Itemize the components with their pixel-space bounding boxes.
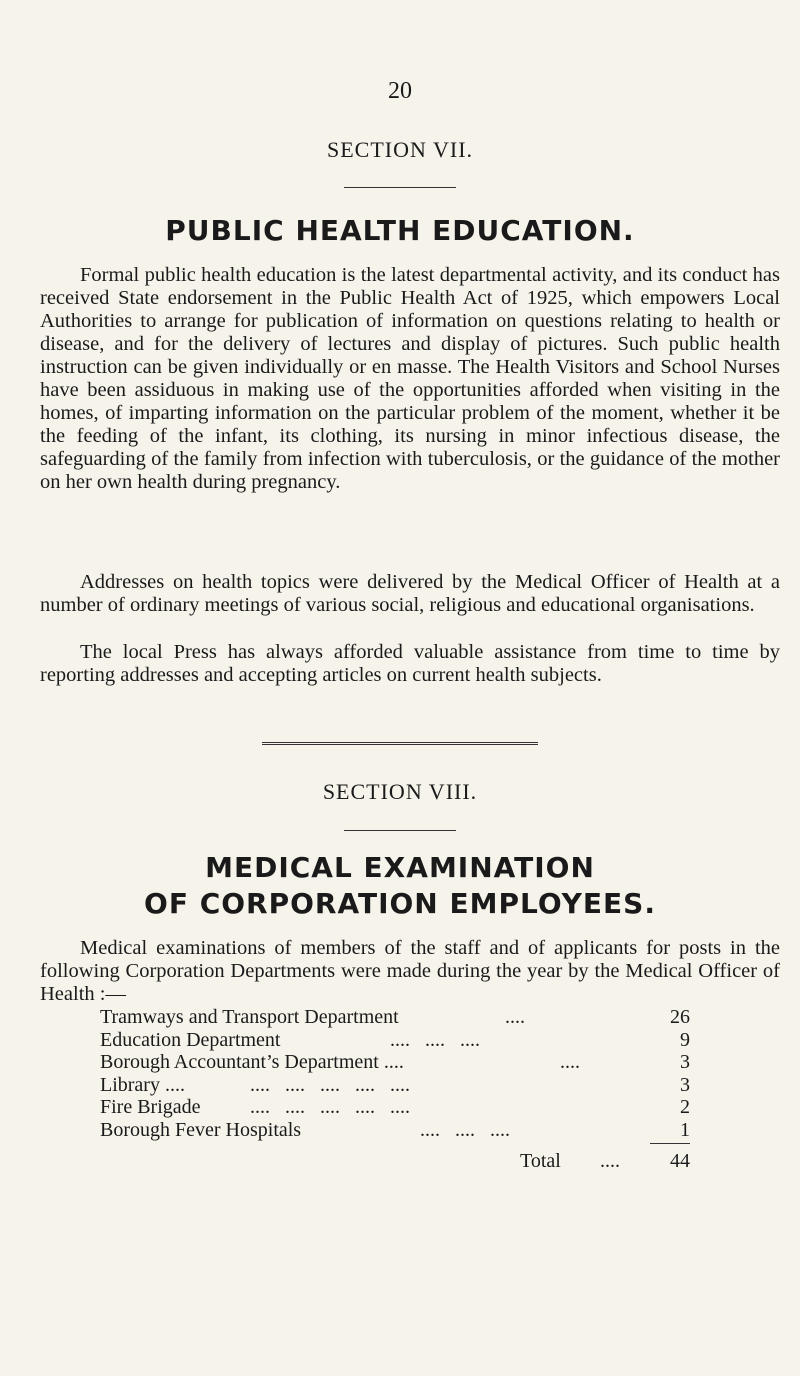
list-item bbox=[100, 1029, 690, 1052]
department-name: Borough Accountant’s Department .... bbox=[100, 1051, 404, 1073]
department-count: 3 bbox=[680, 1073, 690, 1096]
divider-rule bbox=[344, 830, 456, 831]
list-item bbox=[100, 1006, 690, 1029]
paragraph-medical-examinations: Medical examinations of members of the staff and of applicants for posts in the following Corporation Departments were made during the year by the Medical Officer of Health :— bbox=[40, 937, 780, 1005]
department-count: 1 bbox=[680, 1118, 690, 1141]
leader-dots: .... .... .... bbox=[390, 1028, 480, 1051]
department-list bbox=[100, 1006, 690, 1141]
leader-dots: .... .... .... .... .... bbox=[250, 1096, 410, 1118]
section-viii-heading: SECTION VIII. bbox=[322, 779, 478, 804]
department-count: 2 bbox=[680, 1096, 690, 1118]
paragraph-local-press: The local Press has always afforded valuable assistance from time to time by reporting addresses and accepting articles on current health subjects. bbox=[40, 641, 780, 686]
department-name: Tramways and Transport Department bbox=[100, 1006, 399, 1028]
list-item bbox=[100, 1074, 690, 1097]
department-count: 9 bbox=[680, 1028, 690, 1051]
leader-dots: .... .... .... bbox=[420, 1118, 510, 1141]
section-viii-title-line1: MEDICAL EXAMINATION bbox=[205, 851, 595, 884]
sum-rule bbox=[650, 1143, 690, 1144]
page-number: 20 bbox=[388, 78, 412, 104]
section-viii-title-line2: OF CORPORATION EMPLOYEES. bbox=[144, 887, 656, 920]
paragraph-addresses: Addresses on health topics were delivered by the Medical Officer of Health at a number of ordinary meetings of various social, religious and educational organisations. bbox=[40, 571, 780, 616]
section-vii-heading: SECTION VII. bbox=[326, 137, 474, 162]
leader-dots: .... bbox=[505, 1006, 525, 1028]
list-item bbox=[100, 1119, 690, 1142]
list-item bbox=[100, 1096, 690, 1119]
department-count: 3 bbox=[680, 1051, 690, 1073]
double-divider-rule bbox=[262, 742, 538, 745]
leader-dots: .... bbox=[560, 1051, 580, 1073]
department-name: Library .... bbox=[100, 1073, 185, 1096]
total-label: Total bbox=[520, 1150, 561, 1172]
department-name: Fire Brigade bbox=[100, 1096, 201, 1118]
leader-dots: .... bbox=[600, 1150, 620, 1172]
department-name: Borough Fever Hospitals bbox=[100, 1118, 302, 1141]
section-vii-title: PUBLIC HEALTH EDUCATION. bbox=[165, 214, 635, 247]
list-item bbox=[100, 1051, 690, 1074]
leader-dots: .... .... .... .... .... bbox=[250, 1073, 410, 1096]
total-value: 44 bbox=[670, 1150, 690, 1172]
department-name: Education Department bbox=[100, 1028, 281, 1051]
divider-rule bbox=[344, 187, 456, 188]
department-count: 26 bbox=[670, 1006, 690, 1028]
paragraph-health-education: Formal public health education is the latest departmental activity, and its conduct has received State endorsement in the Public Health Act of 1925, which empowers Local Authorities to arrange for publication of information on questions relating to health or disease, and for the delivery of lectures and display of pictures. Such public health instruction can be given individually or en masse. The Health Visitors and School Nurses have been assiduous in making use of the opportunities afforded when visiting in the homes, of imparting information on the particular problem of the moment, whether it be the feeding of the infant, its clothing, its nursing in minor infectious disease, the safeguarding of the family from infection with tuberculosis, or the guidance of the mother on her own health during pregnancy. bbox=[40, 264, 780, 493]
